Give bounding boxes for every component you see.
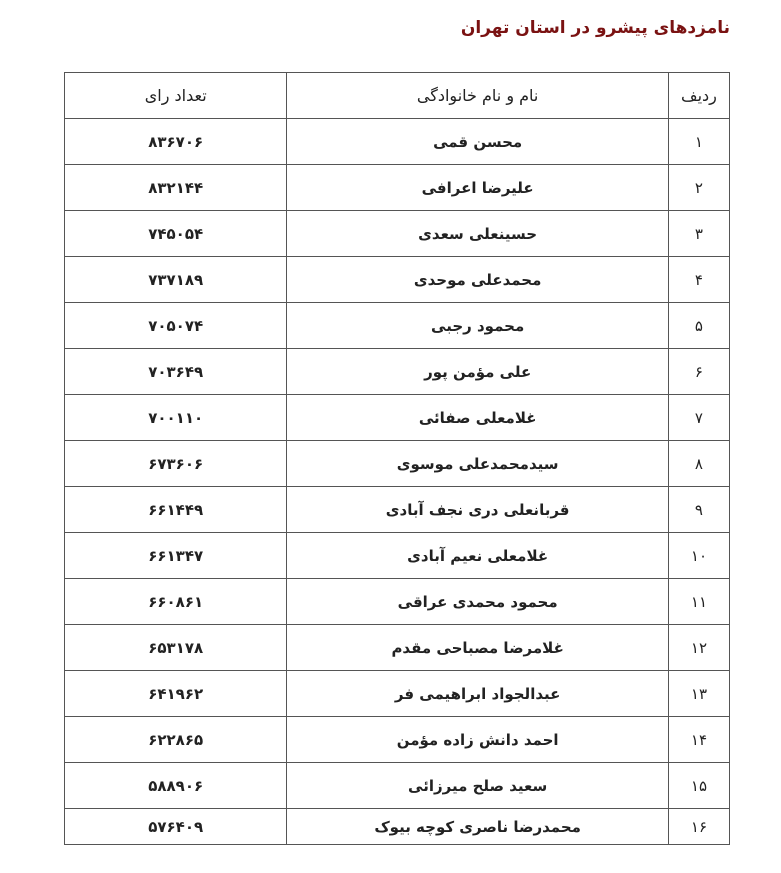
table-row [65, 533, 730, 579]
name-cell: محسن قمی [287, 119, 669, 165]
votes-cell: ۶۶۰۸۶۱ [65, 579, 287, 625]
rank-cell: ۹ [668, 487, 729, 533]
votes-cell: ۶۷۳۶۰۶ [65, 441, 287, 487]
table-row [65, 625, 730, 671]
table-row [65, 579, 730, 625]
table-row [65, 211, 730, 257]
rank-cell: ۱ [668, 119, 729, 165]
rank-cell: ۱۶ [668, 809, 729, 845]
table-row [65, 257, 730, 303]
name-cell: علی مؤمن پور [287, 349, 669, 395]
table-row [65, 165, 730, 211]
rank-cell: ۱۳ [668, 671, 729, 717]
name-cell: سیدمحمدعلی موسوی [287, 441, 669, 487]
rank-cell: ۳ [668, 211, 729, 257]
candidates-table [64, 72, 730, 845]
name-cell: عبدالجواد ابراهیمی فر [287, 671, 669, 717]
votes-cell: ۶۶۱۴۴۹ [65, 487, 287, 533]
name-cell: محمود رجبی [287, 303, 669, 349]
table-row [65, 119, 730, 165]
table-row [65, 395, 730, 441]
rank-cell: ۲ [668, 165, 729, 211]
name-cell: محمدعلی موحدی [287, 257, 669, 303]
rank-cell: ۱۰ [668, 533, 729, 579]
table-row [65, 763, 730, 809]
rank-cell: ۱۲ [668, 625, 729, 671]
table-row [65, 487, 730, 533]
votes-cell: ۸۳۶۷۰۶ [65, 119, 287, 165]
table-header-row [65, 73, 730, 119]
name-cell: غلامعلی صفائی [287, 395, 669, 441]
table-row [65, 441, 730, 487]
rank-cell: ۸ [668, 441, 729, 487]
name-cell: قربانعلی دری نجف آبادی [287, 487, 669, 533]
page-title: نامزدهای پیشرو در استان تهران [460, 18, 730, 38]
name-cell: محمدرضا ناصری کوچه بیوک [287, 809, 669, 845]
votes-cell: ۷۰۰۱۱۰ [65, 395, 287, 441]
votes-cell: ۷۴۵۰۵۴ [65, 211, 287, 257]
name-cell: غلامعلی نعیم آبادی [287, 533, 669, 579]
table-row [65, 303, 730, 349]
rank-cell: ۴ [668, 257, 729, 303]
name-cell: حسینعلی سعدی [287, 211, 669, 257]
name-cell: غلامرضا مصباحی مقدم [287, 625, 669, 671]
name-cell: سعید صلح میرزائی [287, 763, 669, 809]
rank-cell: ۱۱ [668, 579, 729, 625]
name-cell: احمد دانش زاده مؤمن [287, 717, 669, 763]
rank-cell: ۱۵ [668, 763, 729, 809]
name-cell: محمود محمدی عراقی [287, 579, 669, 625]
table-row [65, 717, 730, 763]
header-name: نام و نام خانوادگی [287, 73, 669, 119]
votes-cell: ۸۳۲۱۴۴ [65, 165, 287, 211]
rank-cell: ۱۴ [668, 717, 729, 763]
name-cell: علیرضا اعرافی [287, 165, 669, 211]
votes-cell: ۷۰۳۶۴۹ [65, 349, 287, 395]
rank-cell: ۷ [668, 395, 729, 441]
votes-cell: ۷۰۵۰۷۴ [65, 303, 287, 349]
table-row [65, 349, 730, 395]
table-row [65, 671, 730, 717]
header-votes: تعداد رای [65, 73, 287, 119]
rank-cell: ۶ [668, 349, 729, 395]
votes-cell: ۶۲۲۸۶۵ [65, 717, 287, 763]
votes-cell: ۷۳۷۱۸۹ [65, 257, 287, 303]
table-row [65, 809, 730, 845]
header-rank: ردیف [668, 73, 729, 119]
votes-cell: ۶۵۳۱۷۸ [65, 625, 287, 671]
votes-cell: ۶۴۱۹۶۲ [65, 671, 287, 717]
votes-cell: ۶۶۱۳۴۷ [65, 533, 287, 579]
rank-cell: ۵ [668, 303, 729, 349]
votes-cell: ۵۷۶۴۰۹ [65, 809, 287, 845]
votes-cell: ۵۸۸۹۰۶ [65, 763, 287, 809]
